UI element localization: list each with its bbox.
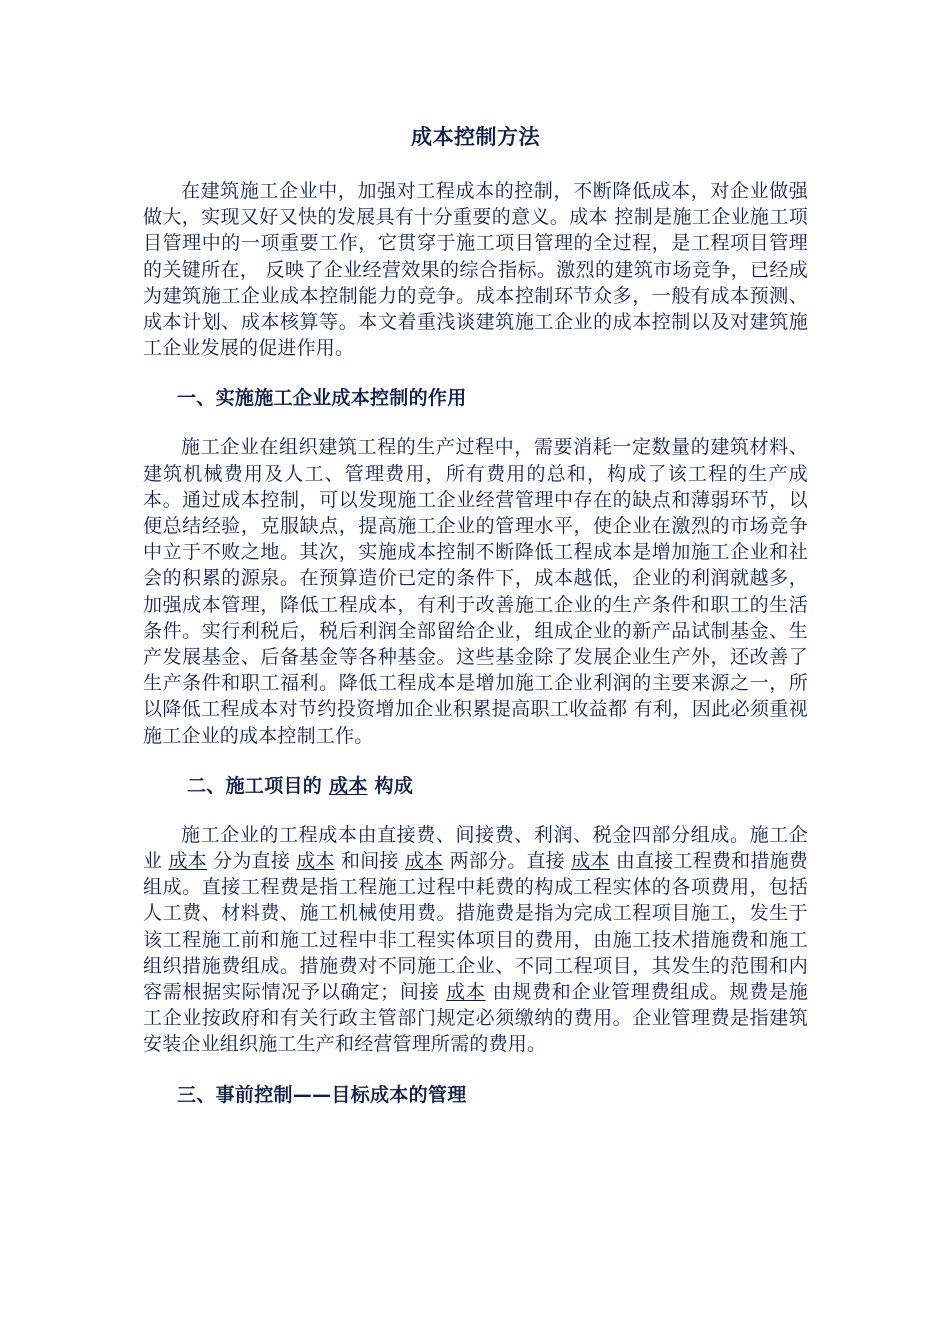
document-page <box>143 118 808 1110</box>
section-heading-1: 一、实施施工企业成本控制的作用 <box>177 387 467 410</box>
cost-link[interactable]: 成本 <box>571 850 610 873</box>
section-heading-2 <box>143 771 808 801</box>
paragraph-text: 施工企业的工程成本由直接费、间接费、利润、税金四部分组成。施工企业 <box>143 823 808 873</box>
section-1-paragraph: 施工企业在组织建筑工程的生产过程中，需要消耗一定数量的建筑材料、建筑机械费用及人工、管理费用，所有费用的总和，构成了该工程的生产成本。通过成本控制，可以发现施工企业经营管理中存在的缺点和薄弱环节，以便总结经验，克服缺点，提高施工企业的管理水平，使企业在激烈的市场竞争中立于不败之地。其次，实施成本控制不断降低工程成本是增加施工企业和社会的积累的源泉。在预算造价已定的条件下，成本越低，企业的利润就越多，加强成本管理，降低工程成本，有利于改善施工企业的生产条件和职工的生活条件。实行利税后，税后利润全部留给企业，组成企业的新产品试制基金、生产发展基金、后备基金等各种基金。这些基金除了发展企业生产外，还改善了生产条件和职工福利。降低工程成本是增加施工企业利润的主要来源之一，所以降低工程成本对节约投资增加企业积累提高职工收益都 有利，因此必须重视施工企业的成本控制工作。 <box>143 436 808 747</box>
paragraph-text: 分为直接 <box>206 850 297 873</box>
cost-link[interactable]: 成本 <box>168 850 207 873</box>
paragraph-text: 由规费和企业管理费组成。规费是施工企业按政府和有关行政主管部门规定必须缴纳的费用。企业管理费是指建筑安装企业组织施工生产和经营管理所需的费用。 <box>143 981 808 1056</box>
cost-link[interactable]: 成本 <box>446 981 486 1004</box>
section-heading-3: 三、事前控制——目标成本的管理 <box>177 1083 467 1106</box>
heading-text: 构成 <box>367 774 414 797</box>
spacer <box>143 413 808 434</box>
heading-text: 二、施工项目的 <box>187 774 330 797</box>
section-2-paragraph <box>143 822 808 1058</box>
cost-link[interactable]: 成本 <box>404 850 444 873</box>
spacer <box>143 361 808 383</box>
document-title: 成本控制方法 <box>411 125 540 149</box>
cost-link[interactable]: 成本 <box>329 774 368 797</box>
intro-paragraph: 在建筑施工企业中，加强对工程成本的控制，不断降低成本，对企业做强做大，实现又好又快的发展具有十分重要的意义。成本 控制是施工企业施工项目管理中的一项重要工作，它贯穿于施工项目管理的全过程，是工程项目管理的关键所在， 反映了企业经营效果的综合指标。激烈的建筑市场竞争，已经成为建筑施工企业成本控制能力的竞争。成本控制环节众多，一般有成本预测、成本计划、成本核算等。本文着重浅谈建筑施工企业的成本控制以及对建筑施工企业发展的促进作用。 <box>143 180 808 360</box>
spacer <box>143 801 808 822</box>
cost-link[interactable]: 成本 <box>296 850 335 873</box>
paragraph-text: 由直接工程费和措施费组成。直接工程费是指工程施工过程中耗费的构成工程实体的各项费用，包括人工费、材料费、施工机械使用费。措施费是指为完成工程项目施工，发生于该工程施工前和施工过程中非工程实体项目的费用，由施工技术措施费和施工组织措施费组成。措施费对不同施工企业、不同工程项目，其发生的范围和内容需根据实际情况予以确定；间接 <box>143 850 808 1004</box>
spacer <box>143 1058 808 1080</box>
spacer <box>143 749 808 771</box>
paragraph-text: 和间接 <box>334 850 405 873</box>
paragraph-text: 两部分。直接 <box>443 850 572 873</box>
